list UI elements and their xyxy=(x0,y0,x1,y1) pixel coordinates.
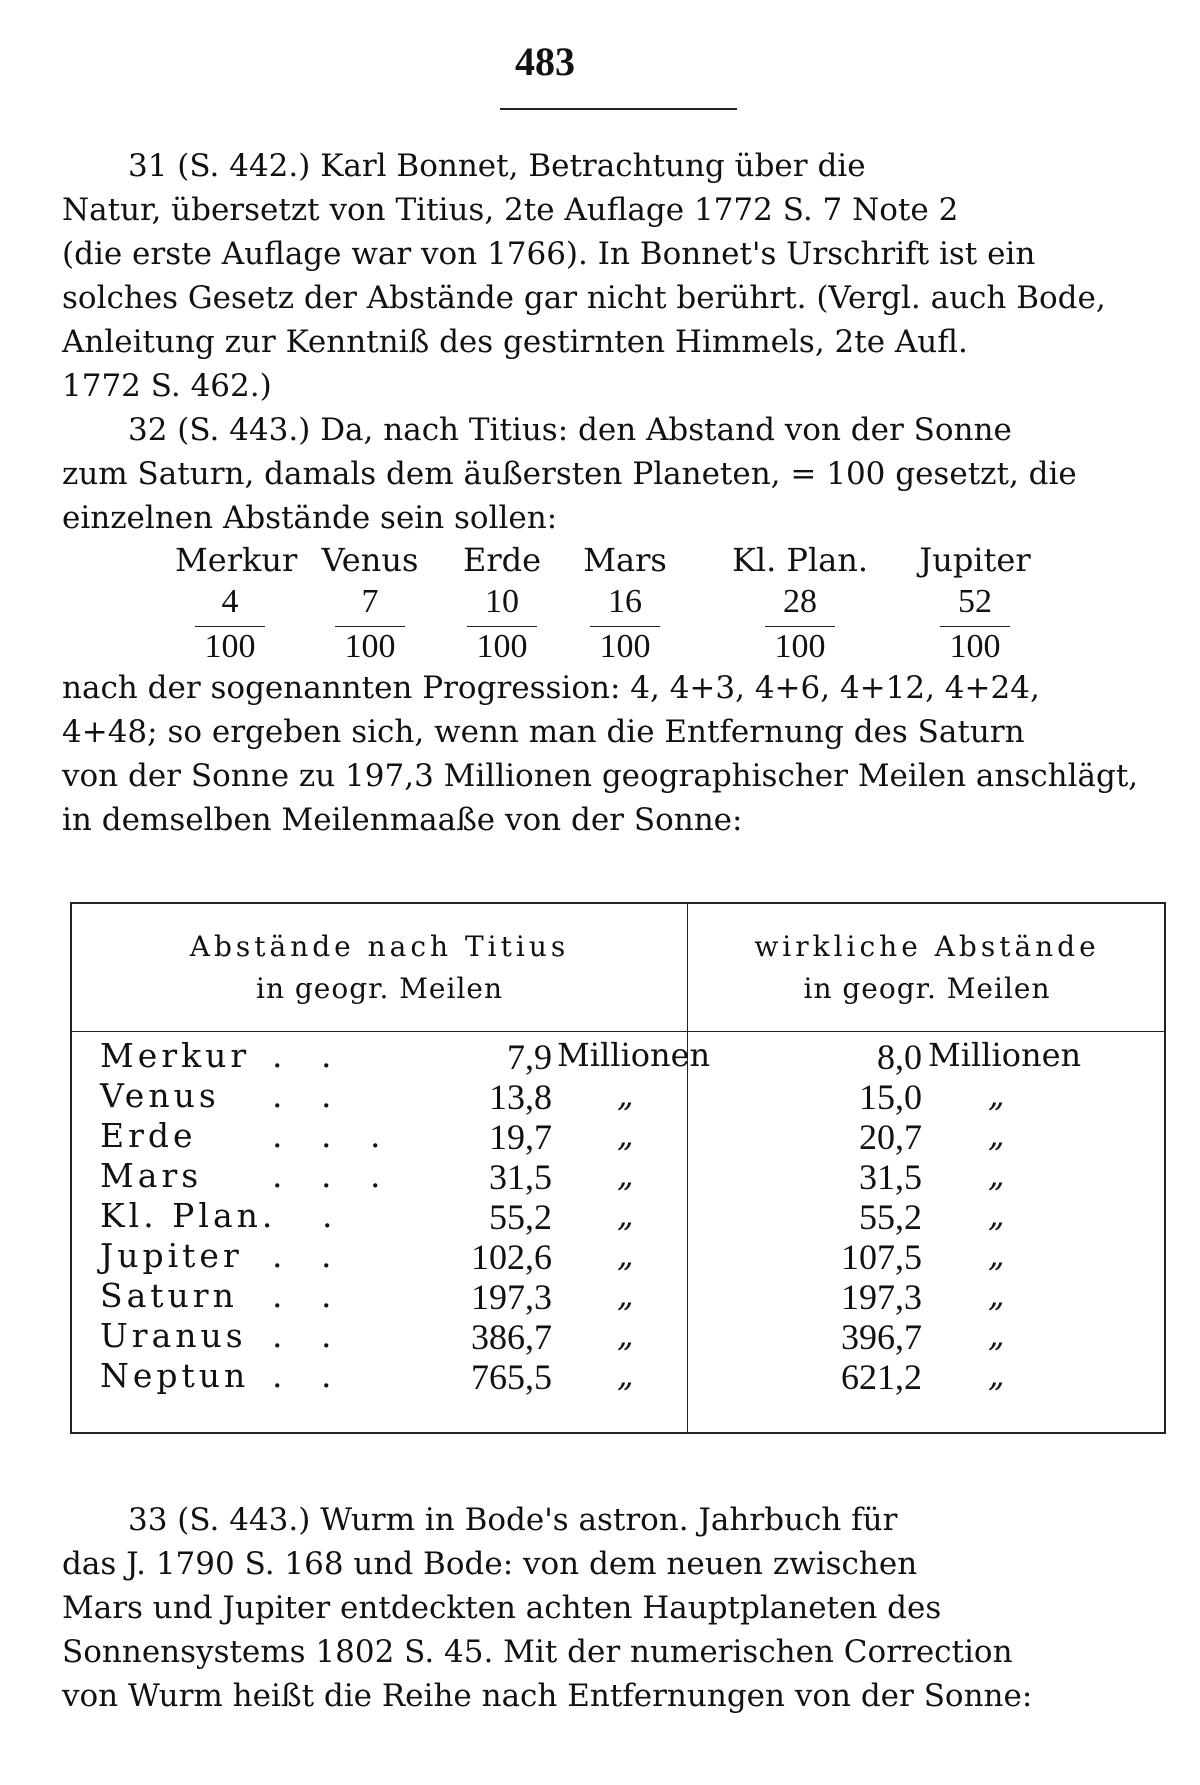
fraction-jupiter xyxy=(905,538,1045,667)
fraction-numerator: 7 xyxy=(361,583,379,620)
table-row xyxy=(72,1356,1164,1396)
real-unit: „ xyxy=(988,1276,1005,1314)
footnote-32-line: 4+48; so ergeben sich, wenn man die Entfernung des Saturn xyxy=(62,714,1025,750)
fraction-denominator: 100 xyxy=(949,628,1001,665)
table-row xyxy=(72,1236,1164,1276)
page-number: 483 xyxy=(515,39,575,84)
real-value: 8,0 xyxy=(877,1037,922,1077)
real-unit: „ xyxy=(988,1356,1005,1394)
titius-fractions xyxy=(175,538,1075,668)
titius-value: 197,3 xyxy=(471,1277,552,1317)
planet-name: Saturn xyxy=(100,1276,238,1315)
fraction-numerator: 10 xyxy=(485,583,519,620)
titius-value: 19,7 xyxy=(489,1117,552,1157)
fraction-denominator: 100 xyxy=(476,628,528,665)
real-value: 20,7 xyxy=(859,1117,922,1157)
footnote-33-line: Mars und Jupiter entdeckten achten Hauptplaneten des xyxy=(62,1590,942,1626)
titius-unit: „ xyxy=(617,1116,634,1154)
table-row xyxy=(72,1276,1164,1316)
planet-name: Erde xyxy=(100,1116,197,1155)
real-value: 107,5 xyxy=(841,1237,922,1277)
footnote-32-line: nach der sogenannten Progression: 4, 4+3, 4+6, 4+12, 4+24, xyxy=(62,670,1040,706)
real-unit: „ xyxy=(988,1116,1005,1154)
leader-dots: . . xyxy=(272,1236,346,1275)
header-rule xyxy=(500,108,737,110)
header-real-subtitle: in geogr. Meilen xyxy=(803,972,1051,1005)
footnote-31-line: solches Gesetz der Abstände gar nicht berührt. (Vergl. auch Bode, xyxy=(62,280,1106,316)
footnote-33-line: das J. 1790 S. 168 und Bode: von dem neuen zwischen xyxy=(62,1546,918,1582)
titius-unit: Millionen xyxy=(557,1036,711,1074)
footnote-31-line: Anleitung zur Kenntniß des gestirnten Himmels, 2te Aufl. xyxy=(62,324,968,360)
fraction-merkur xyxy=(175,538,298,667)
fraction-denominator: 100 xyxy=(599,628,651,665)
titius-unit: „ xyxy=(617,1076,634,1114)
fraction-numerator: 16 xyxy=(608,583,642,620)
planet-name: Neptun xyxy=(100,1356,250,1395)
fraction-denominator: 100 xyxy=(204,628,256,665)
fraction-kl-plan xyxy=(720,538,880,667)
planet-name: Kl. Plan. xyxy=(100,1196,277,1235)
fraction-venus xyxy=(315,538,425,667)
table-row xyxy=(72,1316,1164,1356)
table-row xyxy=(72,1196,1164,1236)
footnote-33-line: 33 (S. 443.) Wurm in Bode's astron. Jahrbuch für xyxy=(128,1502,898,1538)
distance-table xyxy=(70,902,1166,1434)
leader-dots: . . xyxy=(272,1276,346,1315)
table-row xyxy=(72,1076,1164,1116)
titius-value: 31,5 xyxy=(489,1157,552,1197)
header-titius xyxy=(72,926,687,1010)
footnote-32-line: von der Sonne zu 197,3 Millionen geographischer Meilen anschlägt, xyxy=(62,758,1139,794)
footnote-32-line: 32 (S. 443.) Da, nach Titius: den Abstand von der Sonne xyxy=(128,412,1012,448)
titius-unit: „ xyxy=(617,1356,634,1394)
header-titius-title: Abstände nach Titius xyxy=(189,930,570,963)
fraction-name: Kl. Plan. xyxy=(731,541,869,579)
fraction-erde xyxy=(447,538,557,667)
fraction-name: Merkur xyxy=(175,541,298,579)
titius-value: 7,9 xyxy=(507,1037,552,1077)
footnote-33-line: Sonnensystems 1802 S. 45. Mit der numerischen Correction xyxy=(62,1634,1013,1670)
titius-unit: „ xyxy=(617,1236,634,1274)
real-unit: „ xyxy=(988,1236,1005,1274)
footnote-31-line: (die erste Auflage war von 1766). In Bonnet's Urschrift ist ein xyxy=(62,236,1036,272)
real-unit: „ xyxy=(988,1076,1005,1114)
real-value: 15,0 xyxy=(859,1077,922,1117)
header-real xyxy=(687,926,1167,1010)
table-row xyxy=(72,1036,1164,1076)
planet-name: Mars xyxy=(100,1156,203,1195)
footnote-31-line: 31 (S. 442.) Karl Bonnet, Betrachtung über die xyxy=(128,148,866,184)
footnote-32 xyxy=(62,408,1174,540)
fraction-numerator: 52 xyxy=(958,583,992,620)
footnote-31-line: Natur, übersetzt von Titius, 2te Auflage 1772 S. 7 Note 2 xyxy=(62,192,959,228)
leader-dots: . . . xyxy=(272,1116,395,1155)
leader-dots: . . xyxy=(272,1076,346,1115)
fraction-denominator: 100 xyxy=(344,628,396,665)
fraction-mars xyxy=(570,538,680,667)
real-value: 621,2 xyxy=(841,1357,922,1397)
footnote-33 xyxy=(62,1498,1174,1718)
real-value: 31,5 xyxy=(859,1157,922,1197)
leader-dots: . xyxy=(322,1196,347,1235)
fraction-name: Mars xyxy=(583,541,667,579)
footnote-32-line: in demselben Meilenmaaße von der Sonne: xyxy=(62,802,743,838)
leader-dots: . . . xyxy=(272,1156,395,1195)
titius-value: 765,5 xyxy=(471,1357,552,1397)
header-divider xyxy=(72,1031,1164,1032)
titius-value: 386,7 xyxy=(471,1317,552,1357)
fraction-numerator: 4 xyxy=(221,583,239,620)
real-value: 396,7 xyxy=(841,1317,922,1357)
footnote-32-line: zum Saturn, damals dem äußersten Planeten, = 100 gesetzt, die xyxy=(62,456,1077,492)
real-value: 197,3 xyxy=(841,1277,922,1317)
titius-unit: „ xyxy=(617,1316,634,1354)
footnote-32-continuation xyxy=(62,666,1174,842)
real-unit: „ xyxy=(988,1156,1005,1194)
planet-name: Uranus xyxy=(100,1316,247,1355)
real-unit: Millionen xyxy=(928,1036,1082,1074)
footnote-33-line: von Wurm heißt die Reihe nach Entfernungen von der Sonne: xyxy=(62,1678,1033,1714)
planet-name: Jupiter xyxy=(100,1236,243,1275)
footnote-31 xyxy=(62,144,1174,408)
planet-name: Venus xyxy=(100,1076,220,1115)
titius-value: 102,6 xyxy=(471,1237,552,1277)
real-unit: „ xyxy=(988,1196,1005,1234)
fraction-name: Venus xyxy=(321,541,419,579)
header-real-title: wirkliche Abstände xyxy=(754,930,1100,963)
leader-dots: . . xyxy=(272,1356,346,1395)
real-unit: „ xyxy=(988,1316,1005,1354)
leader-dots: . . xyxy=(272,1036,346,1075)
titius-unit: „ xyxy=(617,1156,634,1194)
titius-value: 55,2 xyxy=(489,1197,552,1237)
leader-dots: . . xyxy=(272,1316,346,1355)
fraction-name: Jupiter xyxy=(919,541,1031,579)
fraction-denominator: 100 xyxy=(774,628,826,665)
real-value: 55,2 xyxy=(859,1197,922,1237)
titius-unit: „ xyxy=(617,1276,634,1314)
footnote-31-line: 1772 S. 462.) xyxy=(62,368,272,404)
fraction-numerator: 28 xyxy=(783,583,817,620)
titius-value: 13,8 xyxy=(489,1077,552,1117)
table-row xyxy=(72,1156,1164,1196)
fraction-name: Erde xyxy=(462,541,542,579)
table-row xyxy=(72,1116,1164,1156)
header-titius-subtitle: in geogr. Meilen xyxy=(255,972,504,1005)
titius-unit: „ xyxy=(617,1196,634,1234)
footnote-32-line: einzelnen Abstände sein sollen: xyxy=(62,500,558,536)
planet-name: Merkur xyxy=(100,1036,251,1075)
